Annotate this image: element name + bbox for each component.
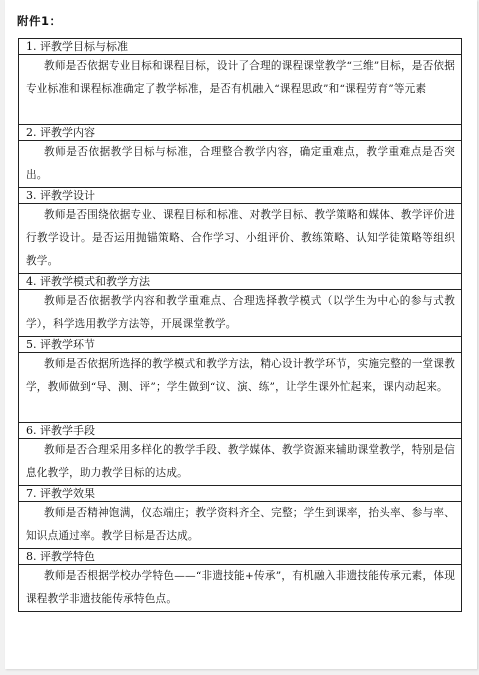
section-title: 4. 评教学模式和教学方法 [19,274,462,290]
section-title-row [19,39,462,55]
section-body: 教师是否依据教学目标与标准，合理整合教学内容，确定重难点，教学重难点是否突出。 [19,141,462,188]
section-body-row [19,141,462,188]
section-body: 教师是否精神饱满，仪态端庄；教学资料齐全、完整；学生到课率，抬头率、参与率、知识点通过率。教学目标是否达成。 [19,502,462,549]
section-body-row [19,439,462,486]
section-body: 教师是否根据学校办学特色——“非遗技能+传承”，有机融入非遗技能传承元素，体现课程教学非遗技能传承特色点。 [19,565,462,612]
section-body: 教师是否围绕依据专业、课程目标和标准、对教学目标、教学策略和媒体、教学评价进行教学设计。是否运用抛锚策略、合作学习、小组评价、教练策略、认知学徒策略等组织教学。 [19,204,462,274]
section-title-row [19,188,462,204]
section-body-row [19,204,462,274]
section-body-row [19,565,462,612]
evaluation-table [18,38,462,612]
section-body: 教师是否合理采用多样化的教学手段、教学媒体、教学资源来辅助课堂教学，特别是信息化教学，助力教学目标的达成。 [19,439,462,486]
section-title: 5. 评教学环节 [19,337,462,353]
section-body-row [19,290,462,337]
section-body-row [19,55,462,125]
section-title-row [19,423,462,439]
section-title-row [19,125,462,141]
section-title-row [19,486,462,502]
section-body: 教师是否依据专业目标和课程目标，设计了合理的课程课堂教学“三维”目标，是否依据专业标准和课程标准确定了教学标准，是否有机融入“课程思政”和“课程劳育”等元素 [19,55,462,125]
section-body-row [19,353,462,423]
attachment-heading: 附件1： [17,14,62,28]
section-title: 2. 评教学内容 [19,125,462,141]
section-title: 3. 评教学设计 [19,188,462,204]
document-page [5,0,477,669]
section-title-row [19,549,462,565]
section-title: 6. 评教学手段 [19,423,462,439]
section-title-row [19,337,462,353]
section-title-row [19,274,462,290]
section-body: 教师是否依据教学内容和教学重难点、合理选择教学模式（以学生为中心的参与式教学），科学选用教学方法等，开展课堂教学。 [19,290,462,337]
section-body-row [19,502,462,549]
section-title: 7. 评教学效果 [19,486,462,502]
section-title: 1. 评教学目标与标准 [19,39,462,55]
section-body: 教师是否依据所选择的教学模式和教学方法，精心设计教学环节，实施完整的一堂课教学，教师做到“导、测、评”；学生做到“议、演、练”，让学生课外忙起来，课内动起来。 [19,353,462,423]
section-title: 8. 评教学特色 [19,549,462,565]
